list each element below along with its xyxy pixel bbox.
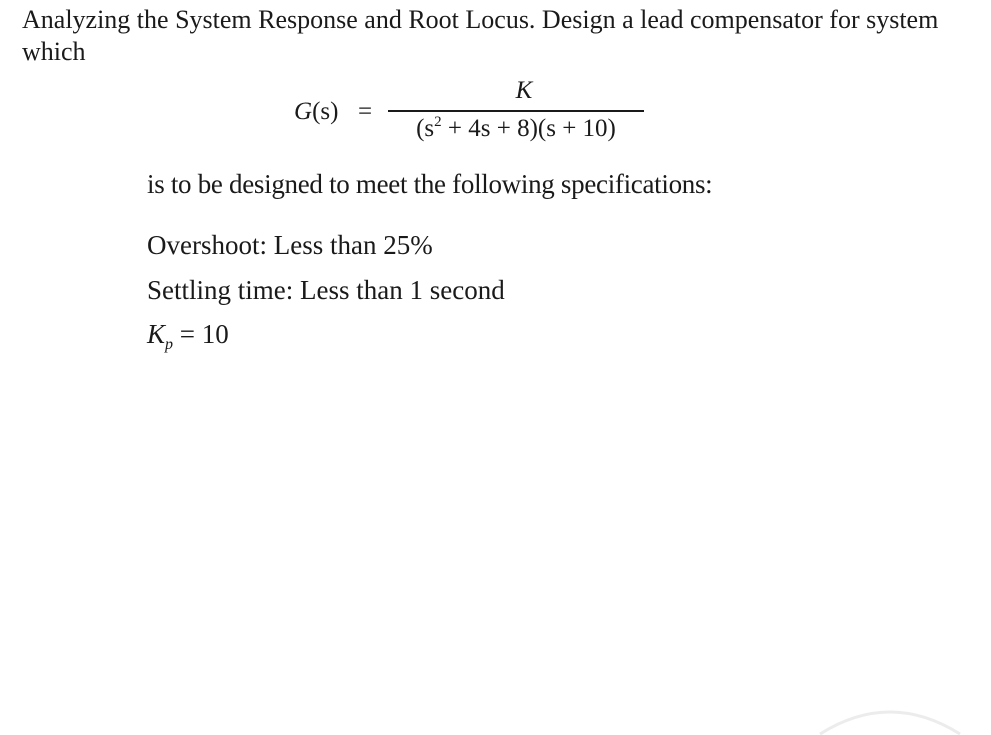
spec-overshoot: Overshoot: Less than 25%: [147, 230, 433, 260]
kp-symbol: K: [147, 319, 166, 349]
kp-subscript: p: [165, 336, 174, 353]
problem-intro: Analyzing the System Response and Root Locus. Design a lead compensator for system which: [22, 5, 939, 66]
denominator-part-1: (s: [416, 114, 435, 142]
equation-func-arg: (s): [312, 98, 339, 125]
equation-fraction: [388, 76, 644, 146]
denominator-part-2: + 4s + 8)(s + 10): [441, 114, 616, 142]
kp-value: = 10: [173, 319, 229, 349]
equation-numerator: K: [515, 77, 533, 104]
equation-func-name: G: [294, 98, 313, 125]
spec-settling-time: Settling time: Less than 1 second: [147, 275, 505, 305]
transfer-function-equation: [294, 76, 654, 156]
equation-denominator: [388, 112, 644, 146]
equation-equals: =: [358, 98, 373, 125]
decorative-arc: [800, 700, 980, 735]
spec-kp: [147, 317, 229, 351]
equation-lhs: [294, 98, 338, 126]
specifications-lead-text: is to be designed to meet the following specifications:: [147, 169, 713, 199]
denominator-exponent: 2: [434, 113, 442, 130]
